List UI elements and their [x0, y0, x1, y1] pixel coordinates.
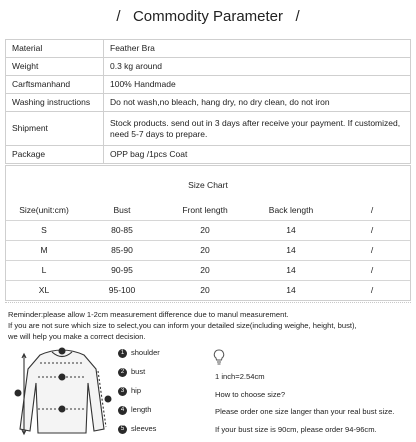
size-cell: /	[370, 285, 374, 296]
size-cell: 20	[162, 240, 248, 260]
size-cell: S	[6, 220, 82, 240]
size-cell: /	[334, 220, 410, 240]
size-row	[6, 260, 410, 280]
page-header	[0, 8, 416, 34]
size-cell: 20	[162, 220, 248, 240]
size-row	[6, 280, 410, 300]
size-cell: 14	[286, 285, 296, 296]
param-value: Stock products. send out in 3 days after receive your payment. If customized, need 5-7 days to prepare.	[104, 112, 411, 146]
param-value: 0.3 kg around	[104, 58, 411, 76]
param-row	[6, 76, 411, 94]
size-cell: /	[334, 240, 410, 260]
param-key: Material	[6, 40, 104, 58]
reminder-notes	[8, 309, 412, 342]
size-chart-table	[6, 200, 410, 300]
size-header-cell: /	[334, 200, 410, 220]
param-value: Feather Bra	[104, 40, 411, 58]
param-row	[6, 112, 411, 146]
size-cell: L	[6, 260, 82, 280]
legend-number: 4	[118, 406, 127, 415]
legend-number: 2	[118, 368, 127, 377]
param-key: Package	[6, 146, 104, 164]
size-cell: 14	[248, 220, 334, 240]
legend-item	[118, 424, 156, 434]
size-cell: 95-100	[108, 285, 136, 296]
help-question: How to choose size?	[215, 390, 286, 399]
reminder-line: Reminder:please allow 1-2cm measurement difference due to manul measurement.	[8, 310, 289, 319]
inch-conversion: 1 inch=2.54cm	[215, 372, 265, 381]
size-row	[6, 220, 410, 240]
legend-label: hip	[131, 386, 142, 395]
legend-item	[118, 348, 160, 358]
commodity-parameter-table	[5, 39, 411, 164]
param-row	[6, 94, 411, 112]
param-value: 100% Handmade	[104, 76, 411, 94]
size-cell: M	[6, 240, 82, 260]
size-header-cell: Size(unit:cm)	[6, 200, 82, 220]
param-key: Weight	[6, 58, 104, 76]
param-row	[6, 58, 411, 76]
page-title: Commodity Parameter	[132, 8, 284, 25]
size-header-cell: Front length	[162, 200, 248, 220]
size-header-cell: Back length	[248, 200, 334, 220]
legend-label: bust	[131, 367, 146, 376]
reminder-line: we will help you make a correct decision.	[8, 332, 146, 341]
size-cell: 14	[248, 240, 334, 260]
size-header-row	[6, 200, 410, 220]
title-slash-right: /	[295, 8, 300, 25]
legend-item	[118, 386, 141, 396]
size-cell: 14	[248, 260, 334, 280]
help-example: If your bust size is 90cm, please order 94-96cm.	[215, 425, 377, 434]
legend-number: 3	[118, 387, 127, 396]
legend-number: 5	[118, 425, 127, 434]
size-row	[6, 240, 410, 260]
size-header-cell: Bust	[82, 200, 162, 220]
size-cell: 85-90	[82, 240, 162, 260]
size-chart	[5, 165, 411, 301]
reminder-line: If you are not sure which size to select,you can inform your detailed size(including weighe, height, bust),	[8, 321, 357, 330]
size-cell: XL	[38, 285, 50, 296]
size-cell: 20	[162, 260, 248, 280]
param-key: Washing instructions	[6, 94, 104, 112]
legend-number: 1	[118, 349, 127, 358]
legend-item	[118, 405, 151, 415]
help-advice: Please order one size langer than your real bust size.	[215, 407, 395, 416]
measurement-diagram	[10, 343, 115, 440]
param-key: Shipment	[6, 112, 104, 146]
size-cell: /	[334, 260, 410, 280]
legend-label: length	[131, 405, 152, 414]
param-row	[6, 146, 411, 164]
section-divider	[5, 302, 411, 303]
size-cell: 90-95	[82, 260, 162, 280]
size-cell: 20	[200, 285, 210, 296]
param-value: OPP bag /1pcs Coat	[104, 146, 411, 164]
title-slash-left: /	[116, 8, 121, 25]
legend-item	[118, 367, 145, 377]
param-key: Carftsmanhand	[6, 76, 104, 94]
param-value: Do not wash,no bleach, hang dry, no dry clean, do not iron	[104, 94, 411, 112]
lightbulb-icon	[213, 349, 225, 365]
size-cell: 80-85	[82, 220, 162, 240]
size-chart-title: Size Chart	[188, 180, 228, 190]
legend-label: sleeves	[131, 424, 157, 433]
param-row	[6, 40, 411, 58]
legend-label: shoulder	[131, 348, 160, 357]
